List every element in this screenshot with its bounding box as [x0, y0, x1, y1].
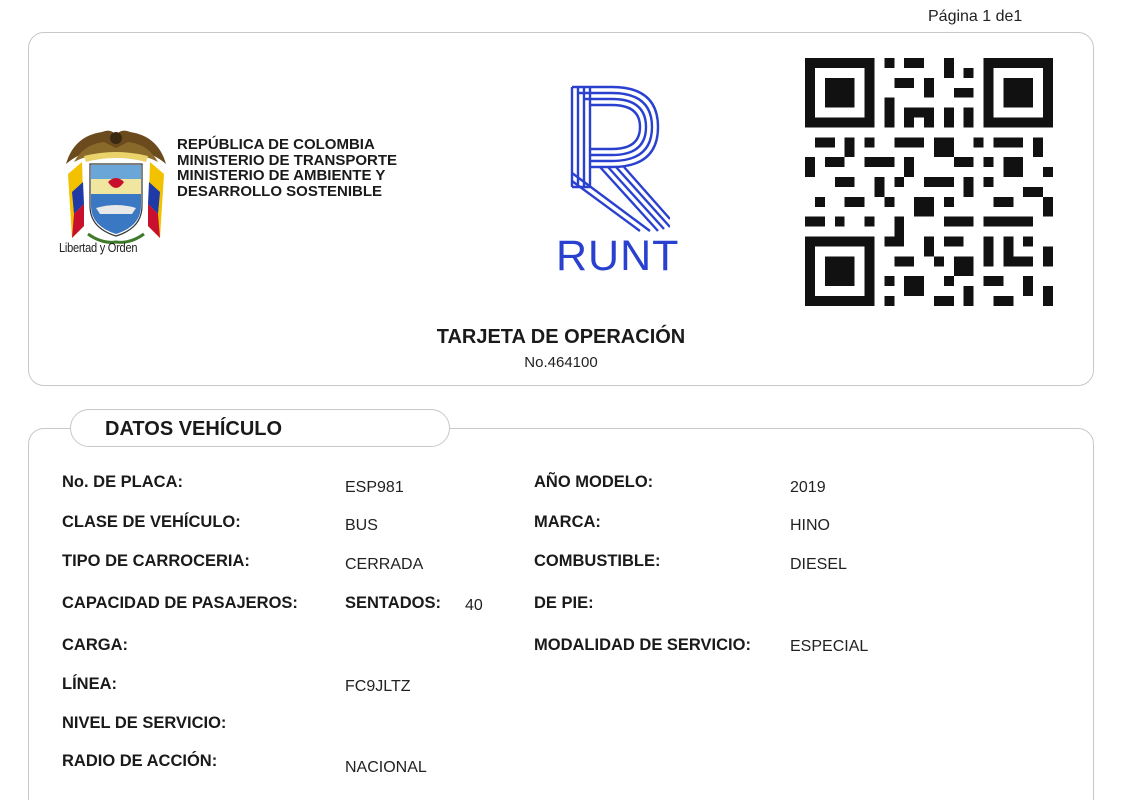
ministry-line: REPÚBLICA DE COLOMBIA	[177, 136, 375, 153]
sentados-label: SENTADOS:	[345, 594, 441, 612]
carroceria-label: TIPO DE CARROCERIA:	[62, 552, 250, 570]
ministry-line: MINISTERIO DE AMBIENTE Y	[177, 167, 386, 184]
linea-label: LÍNEA:	[62, 675, 117, 693]
nivel-label: NIVEL DE SERVICIO:	[62, 714, 227, 732]
modalidad-label: MODALIDAD DE SERVICIO:	[534, 636, 751, 654]
ministry-block	[177, 137, 397, 199]
carroceria-value: CERRADA	[345, 556, 424, 573]
ministry-line: DESARROLLO SOSTENIBLE	[177, 182, 383, 200]
radio-value: NACIONAL	[345, 759, 427, 776]
page-number: Página 1 de1	[928, 8, 1023, 25]
carga-label: CARGA:	[62, 636, 128, 654]
combustible-label: COMBUSTIBLE:	[534, 552, 661, 570]
marca-value: HINO	[790, 517, 830, 534]
document-title: TARJETA DE OPERACIÓN	[436, 326, 686, 348]
ministry-line: MINISTERIO DE TRANSPORTE	[177, 151, 398, 169]
runt-logo-text: RUNT	[556, 232, 680, 280]
combustible-value: DIESEL	[790, 556, 847, 573]
capacidad-label: CAPACIDAD DE PASAJEROS:	[62, 594, 298, 612]
marca-label: MARCA:	[534, 513, 601, 531]
depie-label: DE PIE:	[534, 594, 594, 612]
modelo-value: 2019	[790, 479, 826, 496]
clase-label: CLASE DE VEHÍCULO:	[62, 513, 241, 531]
radio-label: RADIO DE ACCIÓN:	[62, 752, 218, 770]
placa-value: ESP981	[345, 479, 404, 496]
coat-caption: Libertad y Orden	[59, 240, 138, 255]
sentados-value: 40	[465, 597, 483, 614]
linea-value: FC9JLTZ	[345, 678, 411, 695]
section-title: DATOS VEHÍCULO	[105, 418, 283, 440]
document-number: No.464100	[524, 354, 598, 371]
placa-label: No. DE PLACA:	[62, 473, 183, 491]
clase-value: BUS	[345, 517, 378, 534]
qr-code-icon	[805, 58, 1053, 306]
modalidad-value: ESPECIAL	[790, 638, 869, 655]
modelo-label: AÑO MODELO:	[534, 473, 654, 491]
